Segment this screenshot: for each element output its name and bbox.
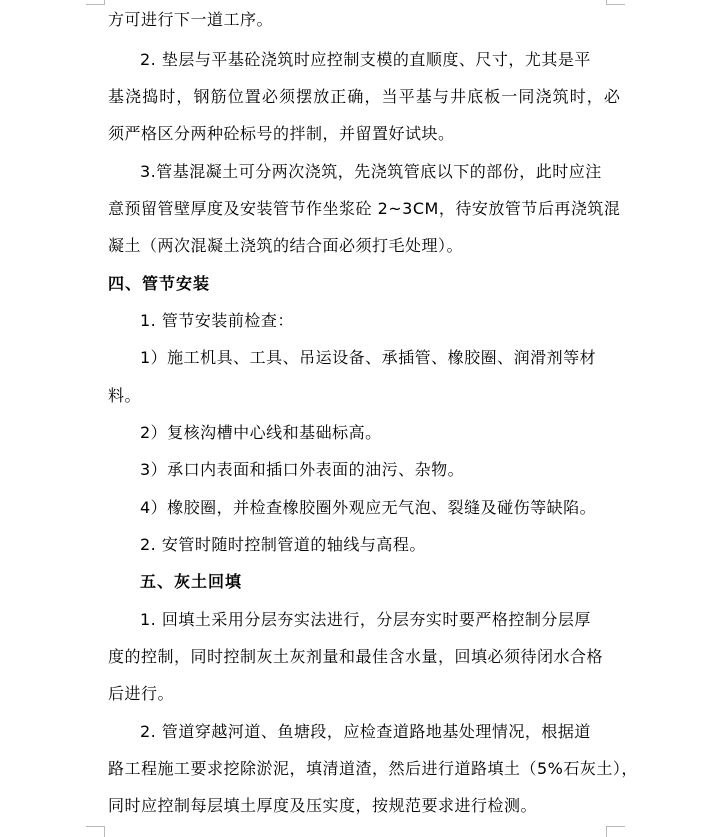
page-corner-mark-top-left xyxy=(86,0,105,5)
paragraph-line: 凝土（两次混凝土浇筑的结合面必须打毛处理）。 xyxy=(108,236,464,255)
list-item: 3）承口内表面和插口外表面的油污、杂物。 xyxy=(140,460,465,479)
section-heading: 五、灰土回填 xyxy=(140,572,243,591)
section-heading: 四、管节安装 xyxy=(108,274,211,293)
page-corner-mark-top-right xyxy=(606,0,625,5)
paragraph-line: 1. 回填土采用分层夯实法进行，分层夯实时要严格控制分层厚 xyxy=(140,610,591,629)
paragraph-line: 2. 安管时随时控制管道的轴线与高程。 xyxy=(140,535,426,554)
paragraph-line: 路工程施工要求挖除淤泥，填清道渣，然后进行道路填土（5%石灰土）， xyxy=(108,759,638,778)
paragraph-line: 2. 垫层与平基砼浇筑时应控制支模的直顺度、尺寸，尤其是平 xyxy=(140,50,591,69)
list-item: 2）复核沟槽中心线和基础标高。 xyxy=(140,423,382,442)
paragraph-line: 同时应控制每层填土厚度及压实度，按规范要求进行检测。 xyxy=(108,796,538,815)
list-item: 1）施工机具、工具、吊运设备、承插管、橡胶圈、润滑剂等材 xyxy=(140,348,597,367)
paragraph-line: 度的控制，同时控制灰土灰剂量和最佳含水量，回填必须待闭水合格 xyxy=(108,647,604,666)
page-corner-mark-bottom-right xyxy=(606,826,625,837)
paragraph-line: 1. 管节安装前检查： xyxy=(140,311,294,330)
paragraph-line: 方可进行下一道工序。 xyxy=(108,10,274,29)
page-corner-mark-bottom-left xyxy=(86,826,105,837)
list-item: 4）橡胶圈，并检查橡胶圈外观应无气泡、裂缝及碰伤等缺陷。 xyxy=(140,498,597,517)
paragraph-line: 须严格区分两种砼标号的拌制，并留置好试块。 xyxy=(108,124,455,143)
paragraph-line: 后进行。 xyxy=(108,684,175,703)
paragraph-line: 基浇捣时，钢筋位置必须摆放正确，当平基与井底板一同浇筑时，必 xyxy=(108,87,622,106)
paragraph-line: 3.管基混凝土可分两次浇筑，先浇筑管底以下的部份，此时应注 xyxy=(140,162,602,181)
paragraph-line: 2. 管道穿越河道、鱼塘段，应检查道路地基处理情况，根据道 xyxy=(140,722,591,741)
paragraph-line: 意预留管壁厚度及安装管节作坐浆砼 2~3CM，待安放管节后再浇筑混 xyxy=(108,199,621,218)
paragraph-line: 料。 xyxy=(108,386,142,405)
